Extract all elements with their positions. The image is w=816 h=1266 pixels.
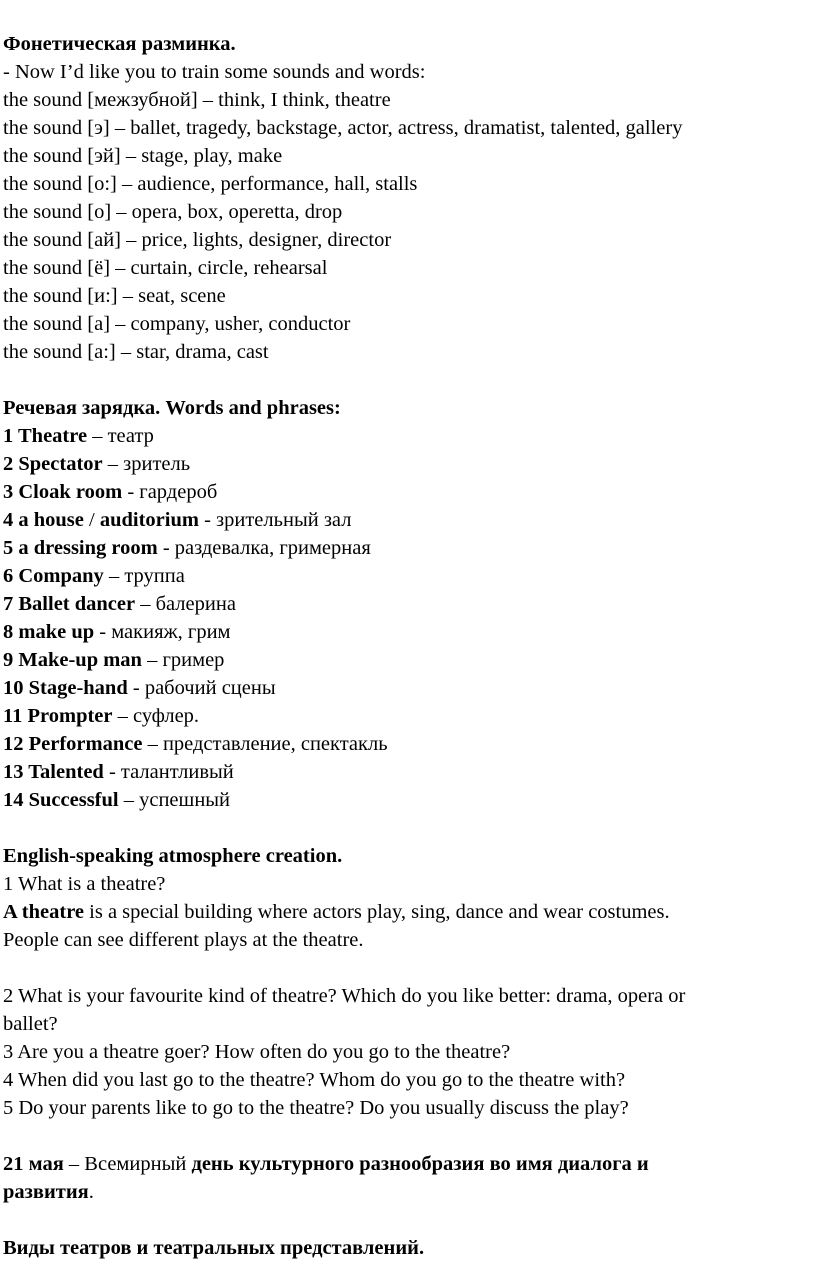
question-2: 2 What is your favourite kind of theatre? Which do you like better: drama, opera or bbox=[3, 985, 686, 1007]
sound-line: the sound [о:] – audience, performance, hall, stalls bbox=[3, 173, 418, 195]
sound-line: the sound [межзубной] – think, I think, theatre bbox=[3, 89, 391, 111]
vocab-item: 10 Stage-hand - рабочий сцены bbox=[3, 677, 276, 699]
spacer bbox=[3, 1206, 816, 1234]
may-line-cont: развития. bbox=[3, 1181, 94, 1203]
phonetic-heading: Фонетическая разминка. bbox=[3, 33, 236, 55]
question-5: 5 Do your parents like to go to the theatre? Do you usually discuss the play? bbox=[3, 1097, 629, 1119]
question-4: 4 When did you last go to the theatre? Whom do you go to the theatre with? bbox=[3, 1069, 626, 1091]
spacer bbox=[3, 1122, 816, 1150]
answer-line: People can see different plays at the theatre. bbox=[3, 929, 364, 951]
vocab-item: 8 make up - макияж, грим bbox=[3, 621, 231, 643]
question-2-cont: ballet? bbox=[3, 1013, 58, 1035]
sound-line: the sound [о] – opera, box, operetta, drop bbox=[3, 201, 343, 223]
answer-line: A theatre is a special building where actors play, sing, dance and wear costumes. bbox=[3, 901, 670, 923]
may-line: 21 мая – Всемирный день культурного разнообразия во имя диалога и bbox=[3, 1153, 649, 1175]
vocab-item: 5 a dressing room - раздевалка, гримерная bbox=[3, 537, 371, 559]
vocab-item: 3 Cloak room - гардероб bbox=[3, 481, 218, 503]
spacer bbox=[3, 366, 816, 394]
vocab-item: 1 Theatre – театр bbox=[3, 425, 154, 447]
vocab-item: 11 Prompter – суфлер. bbox=[3, 705, 200, 727]
vocab-item: 9 Make-up man – гример bbox=[3, 649, 225, 671]
vocab-item: 12 Performance – представление, спектакль bbox=[3, 733, 388, 755]
types-heading: Виды театров и театральных представлений. bbox=[3, 1237, 425, 1259]
vocab-item: 7 Ballet dancer – балерина bbox=[3, 593, 236, 615]
sound-line: the sound [ай] – price, lights, designer, director bbox=[3, 229, 392, 251]
atmosphere-heading: English-speaking atmosphere creation. bbox=[3, 845, 343, 867]
vocab-item: 2 Spectator – зритель bbox=[3, 453, 191, 475]
phonetic-intro: - Now I’d like you to train some sounds and words: bbox=[3, 61, 426, 83]
spacer bbox=[3, 954, 816, 982]
question-1: 1 What is a theatre? bbox=[3, 873, 166, 895]
vocab-item: 6 Company – труппа bbox=[3, 565, 185, 587]
sound-line: the sound [эй] – stage, play, make bbox=[3, 145, 283, 167]
vocab-item: 4 a house / auditorium - зрительный зал bbox=[3, 509, 352, 531]
question-3: 3 Are you a theatre goer? How often do you go to the theatre? bbox=[3, 1041, 511, 1063]
vocab-heading: Речевая зарядка. Words and phrases: bbox=[3, 397, 341, 419]
sound-line: the sound [э] – ballet, tragedy, backstage, actor, actress, dramatist, talented, gallery bbox=[3, 117, 683, 139]
vocab-item: 13 Talented - талантливый bbox=[3, 761, 234, 783]
sound-line: the sound [и:] – seat, scene bbox=[3, 285, 226, 307]
sound-line: the sound [а] – company, usher, conductor bbox=[3, 313, 351, 335]
sound-line: the sound [ё] – curtain, circle, rehearsal bbox=[3, 257, 328, 279]
vocab-item: 14 Successful – успешный bbox=[3, 789, 231, 811]
sound-line: the sound [а:] – star, drama, cast bbox=[3, 341, 269, 363]
spacer bbox=[3, 814, 816, 842]
